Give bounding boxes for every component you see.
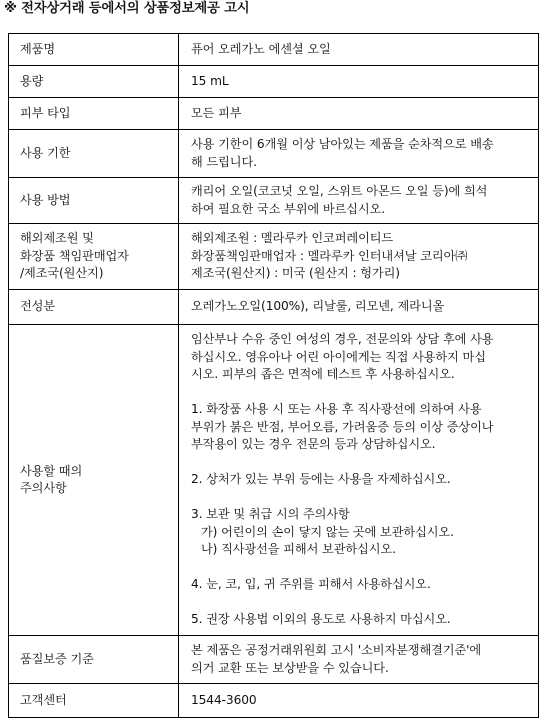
table-row	[9, 684, 539, 718]
row-label-usage: 사용 방법	[9, 178, 179, 224]
manufacturer-label-line: 해외제조원 및	[20, 231, 94, 246]
precaution-line: 1. 화장품 사용 시 또는 사용 후 직사광선에 의하여 사용	[191, 402, 482, 417]
precaution-line: 4. 눈, 코, 입, 귀 주위를 피해서 사용하십시오.	[191, 577, 431, 592]
expiration-line: 사용 기한이 6개월 이상 남아있는 제품을 순차적으로 배송	[191, 137, 494, 151]
table-row	[9, 98, 539, 130]
precaution-paragraph	[191, 331, 530, 384]
row-value-quality-standard	[179, 636, 539, 684]
table-row	[9, 290, 539, 325]
precautions-label-line: 주의사항	[20, 481, 67, 495]
precaution-line: 시오. 피부의 좁은 면적에 테스트 후 사용하십시오.	[191, 367, 455, 382]
row-label-precautions	[9, 325, 179, 636]
row-label-product-name: 제품명	[9, 34, 179, 66]
table-row	[9, 130, 539, 178]
row-label-ingredients: 전성분	[9, 290, 179, 325]
row-value-customer-center: 1544-3600	[179, 684, 539, 718]
usage-line: 캐리어 오일(코코넛 오일, 스위트 아몬드 오일 등)에 희석	[191, 184, 488, 198]
product-info-table	[8, 33, 539, 718]
row-label-volume: 용량	[9, 66, 179, 98]
precaution-paragraph	[191, 576, 530, 594]
manufacturer-label-line: /제조국(원산지)	[20, 266, 104, 281]
row-value-usage	[179, 178, 539, 224]
precaution-line: 2. 상처가 있는 부위 등에는 사용을 자제하십시오.	[191, 472, 451, 487]
precaution-paragraph	[191, 401, 530, 454]
precaution-paragraph	[191, 471, 530, 489]
precaution-line: 5. 권장 사용법 이외의 용도로 사용하지 마십시오.	[191, 612, 451, 627]
precaution-line: 부위가 붉은 반점, 부어오름, 가려움증 등의 이상 증상이나	[191, 419, 494, 434]
notice-title: ※ 전자상거래 등에서의 상품정보제공 고시	[4, 1, 250, 16]
table-row	[9, 34, 539, 66]
table-row	[9, 636, 539, 684]
manufacturer-line: 화장품책임판매업자 : 멜라루카 인터내셔날 코리아㈜	[191, 248, 468, 263]
table-row	[9, 178, 539, 224]
quality-standard-line: 본 제품은 공정거래위원회 고시 '소비자분쟁해결기준'에	[191, 643, 482, 657]
row-value-ingredients: 오레가노오일(100%), 리날룰, 리모넨, 제라니올	[179, 290, 539, 325]
row-label-customer-center: 고객센터	[9, 684, 179, 718]
precaution-line: 임산부나 수유 중인 여성의 경우, 전문의와 상담 후에 사용	[191, 332, 494, 347]
expiration-line: 해 드립니다.	[191, 154, 257, 169]
row-label-expiration: 사용 기한	[9, 130, 179, 178]
row-value-manufacturer	[179, 224, 539, 290]
precaution-paragraph	[191, 506, 530, 559]
row-label-quality-standard: 품질보증 기준	[9, 636, 179, 684]
precaution-line: 부작용이 있는 경우 전문의 등과 상담하십시오.	[191, 437, 436, 452]
precautions-label-line: 사용할 때의	[20, 463, 83, 478]
precaution-line: 3. 보관 및 취급 시의 주의사항	[191, 507, 350, 522]
table-row	[9, 325, 539, 636]
row-value-product-name: 퓨어 오레가노 에센셜 오일	[179, 34, 539, 66]
manufacturer-line: 해외제조원 : 멜라루카 인코퍼레이티드	[191, 231, 394, 246]
row-value-precautions	[179, 325, 539, 636]
quality-standard-line: 의거 교환 또는 보상받을 수 있습니다.	[191, 660, 389, 675]
row-label-manufacturer	[9, 224, 179, 290]
precaution-sub-line: 가) 어린이의 손이 닿지 않는 곳에 보관하십시오.	[201, 524, 454, 539]
row-label-skin-type: 피부 타입	[9, 98, 179, 130]
table-row	[9, 66, 539, 98]
precaution-paragraph	[191, 611, 530, 629]
table-row	[9, 224, 539, 290]
row-value-volume: 15 mL	[179, 66, 539, 98]
usage-line: 하여 필요한 국소 부위에 바르십시오.	[191, 201, 385, 216]
row-value-expiration	[179, 130, 539, 178]
manufacturer-line: 제조국(원산지) : 미국 (원산지 : 헝가리)	[191, 266, 400, 281]
row-value-skin-type: 모든 피부	[179, 98, 539, 130]
precaution-sub-line: 나) 직사광선을 피해서 보관하십시오.	[201, 542, 396, 557]
precaution-line: 하십시오. 영유아나 어린 아이에게는 직접 사용하지 마십	[191, 349, 486, 364]
manufacturer-label-line: 화장품 책임판매업자	[20, 248, 129, 263]
